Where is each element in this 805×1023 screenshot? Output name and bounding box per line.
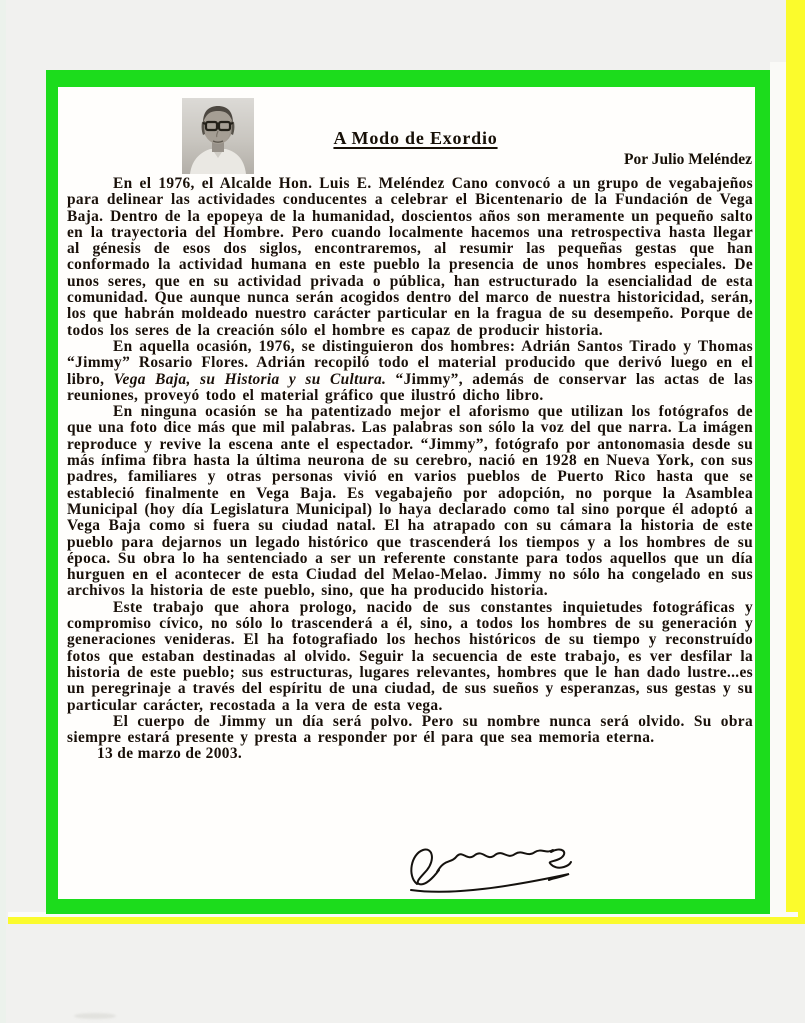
scan-smudge [74,1013,116,1019]
paragraph-5: El cuerpo de Jimmy un día será polvo. Pero su nombre nunca será olvido. Su obra siempre estará presente y presta a responder por él para que sea memoria eterna. [67,712,753,747]
yellow-strip-bottom [8,917,805,924]
paragraph-3: En ninguna ocasión se ha patentizado mejor el aforismo que utilizan los fotógrafos de que una foto dice más que mil palabras. Las palabras son sólo la voz del que narra. La imágen reproduce y revive la escena ante el espectador. “Jimmy”, fotógrafo por antonomasia desde su más ínfima fibra hasta la última neurona de su cerebro, nació en 1928 en Nueva York, con sus padres, familiares y otras personas vivió en varios pueblos de Puerto Rico hasta que se estableció finalmente en Vega Baja. Es vegabajeño por adopción, no porque la Asamblea Municipal (hoy día Legislatura Municipal) lo haya declarado como tal sino porque él adoptó a Vega Baja como si fuera su ciudad natal. El ha atrapado con su cámara la historia de este pueblo para dejarnos un legado histórico que trascenderá los tiempos y a los hombres de su época. Su obra lo ha sentenciado a ser un referente constante para todos aquellos que un día hurguen en el acontecer de esta Ciudad del Melao-Melao. Jimmy no sólo ha congelado en sus archivos la historia de este pueblo, sino, que ha producido historia. [67,403,753,600]
paragraph-2-text-before: En aquella ocasión, 1976, se distinguieron dos hombres: Adrián Santos Tirado y Thomas “Jimmy” Rosario Flores. Adrián recopiló todo el material producido que derivó luego en el libro, [67,337,753,388]
page-title: A Modo de Exordio [333,128,498,148]
paragraph-2 [67,339,753,404]
scan-left-edge-tint [0,0,6,1023]
byline: Por Julio Meléndez [624,151,752,168]
signature-scribble [403,840,573,895]
date-line: 13 de marzo de 2003. [97,745,243,763]
green-frame-border [46,70,770,914]
document-page [58,87,755,899]
portrait-photo [182,98,254,174]
paragraph-4: Este trabajo que ahora prologo, nacido de sus constantes inquietudes fotográficas y compromiso cívico, no sólo lo trascenderá a él, sino, a todos los hombres de su generación y generaciones venideras. El ha fotografiado los hechos históricos de su tiempo y reconstruído fotos que estaban destinadas al olvido. Seguir la secuencia de este trabajo, es ver desfilar la historia de este pueblo; sus estructuras, lugares relevantes, hombres que le han dado lustre...es un peregrinaje a través del espíritu de una ciudad, de sus sueños y esperanzas, sus gestas y su particular carácter, recostada a la vera de esta vega. [67,598,753,714]
paragraph-2-text-after: “Jimmy”, además de conservar las actas de las reuniones, proveyó todo el material gráfico que ilustró dicho libro. [67,370,753,404]
book-title-italic: Vega Baja, su Historia y su Cultura. [113,370,387,388]
portrait-photo-image [182,98,254,174]
paragraph-1: En el 1976, el Alcalde Hon. Luis E. Meléndez Cano convocó a un grupo de vegabajeños para delinear las actividades conducentes a celebrar el Bicentenario de la Fundación de Vega Baja. Dentro de la epopeya de la humanidad, doscientos años son meramente un pequeño salto en la trayectoria del Hombre. Pero cuando localmente hacemos una retrospectiva hasta llegar al génesis de esos dos siglos, encontraremos, al resumir las pequeñas gestas que han conformado la actividad humana en este pueblo la presencia de unos hombres especiales. De unos seres, que en su actividad privada o pública, han estructurado la esencialidad de esta comunidad. Que aunque nunca serán acogidos dentro del marco de nuestra historicidad, serán, los que habrán moldeado nuestro carácter particular en la fragua de su desempeño. Porque de todos los seres de la creación sólo el hombre es capaz de producir historia. [67,175,753,339]
signature [403,840,573,895]
yellow-strip-right [786,0,805,924]
document-body [58,176,755,763]
page-edge-white-right [770,62,786,917]
